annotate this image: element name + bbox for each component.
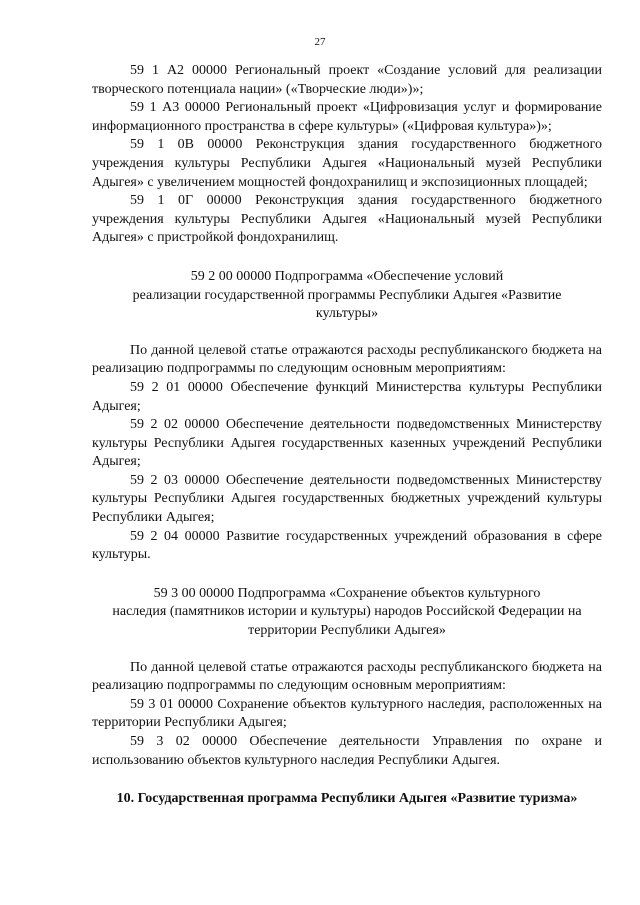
paragraph-59-2-01: 59 2 01 00000 Обеспечение функций Министерства культуры Республики Адыгея;: [92, 379, 602, 414]
subprogram-2-heading: [92, 268, 602, 324]
paragraph-59-2-04: 59 2 04 00000 Развитие государственных учреждений образования в сфере культуры.: [92, 528, 602, 563]
paragraph-59-3-02: 59 3 02 00000 Обеспечение деятельности Управления по охране и использованию объектов культурного наследия Республики Адыгея.: [92, 734, 602, 768]
paragraph-59-1-a2: 59 1 А2 00000 Региональный проект «Создание условий для реализации творческого потенциала нации» («Творческие люди»)»;: [92, 63, 602, 97]
subprogram-2-heading-line-3: культуры»: [315, 306, 379, 322]
paragraph-59-3-01: 59 3 01 00000 Сохранение объектов культурного наследия, расположенных на территории Республики Адыгея;: [92, 696, 602, 731]
page-number: 27: [314, 36, 326, 48]
section-subprogram-3: [92, 585, 602, 770]
section-subprogram-1-items: [92, 62, 602, 248]
section-subprogram-2: [92, 268, 602, 565]
subprogram-3-heading: [92, 585, 602, 641]
paragraph-59-1-a3: 59 1 А3 00000 Региональный проект «Цифровизация услуг и формирование информационного пространства в сфере культуры» («Цифровая культура»)»;: [92, 100, 602, 134]
program-10-title: 10. Государственная программа Республики Адыгея «Развитие туризма»: [116, 791, 578, 807]
subprogram-3-heading-line-3: территории Республики Адыгея»: [248, 623, 446, 639]
document-body: [92, 62, 602, 809]
subprogram-3-heading-line-2: наследия (памятников истории и культуры) народов Российской Федерации на: [112, 604, 582, 620]
paragraph-59-1-0v: 59 1 0В 00000 Реконструкция здания государственного бюджетного учреждения культуры Республики Адыгея «Национальный музей Республики Адыгея» с увеличением мощностей фондохранилищ и экспозиционных площадей;: [92, 137, 602, 190]
paragraph-59-2-03: 59 2 03 00000 Обеспечение деятельности подведомственных Министерству культуры Республики Адыгея государственных бюджетных учреждений культуры Республики Адыгея;: [92, 472, 602, 526]
paragraph-59-2-02: 59 2 02 00000 Обеспечение деятельности подведомственных Министерству культуры Республики Адыгея государственных казенных учреждений Республики Адыгея;: [92, 417, 602, 470]
subprogram-3-intro: По данной целевой статье отражаются расходы республиканского бюджета на реализацию подпрограммы по следующим основным мероприятиям:: [92, 659, 602, 694]
subprogram-2-heading-line-1: 59 2 00 00000 Подпрограмма «Обеспечение условий: [190, 268, 504, 284]
subprogram-2-heading-line-2: реализации государственной программы Республики Адыгея «Развитие: [132, 287, 562, 303]
paragraph-59-1-0g: 59 1 0Г 00000 Реконструкция здания государственного бюджетного учреждения культуры Республики Адыгея «Национальный музей Республики Адыгея» с пристройкой фондохранилищ.: [92, 193, 602, 246]
subprogram-2-intro: По данной целевой статье отражаются расходы республиканского бюджета на реализацию подпрограммы по следующим основным мероприятиям:: [92, 342, 602, 377]
subprogram-3-heading-line-1: 59 3 00 00000 Подпрограмма «Сохранение объектов культурного: [153, 585, 541, 601]
